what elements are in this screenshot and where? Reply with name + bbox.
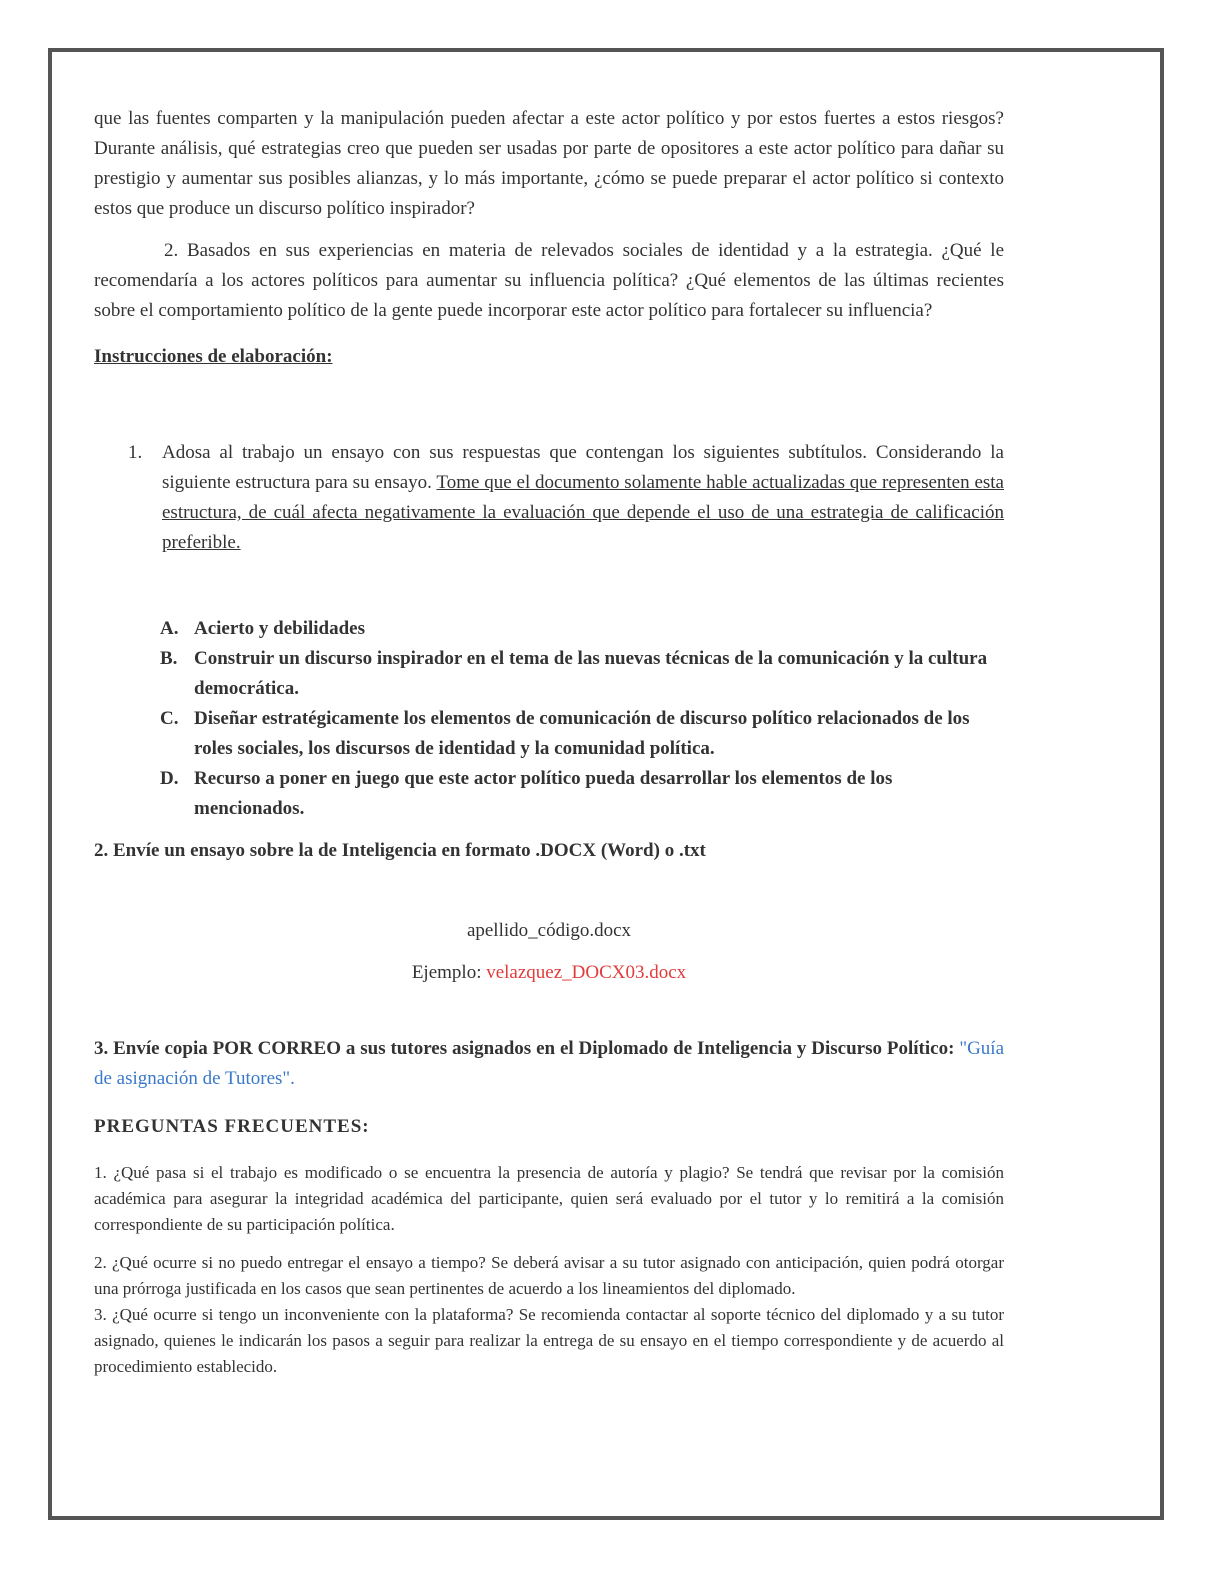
section-title: Instrucciones de elaboración: (94, 346, 333, 367)
filename-example (94, 958, 1004, 988)
faq-3: 3. ¿Qué ocurre si tengo un inconveniente con la plataforma? Se recomienda contactar al soporte técnico del diplomado y a su tutor asignado, quienes le indicarán los pasos a seguir para realizar la entrega de su ensayo en el tiempo correspondiente y de acuerdo al procedimiento establecido. (94, 1305, 1004, 1376)
list-item: C. Diseñar estratégicamente los elementos de comunicación de discurso político relacionados de los roles sociales, los discursos de identidad y la comunidad política. (160, 708, 970, 759)
item-1-text: Adosa al trabajo un ensayo con sus respuestas que contengan los siguientes subtítulos. Considerando la siguiente estructura para su ensayo. (162, 442, 1004, 493)
item-number: 1. (128, 442, 143, 463)
instruction-item-1 (128, 438, 1004, 558)
tutor-guide-link[interactable]: "Guía de asignación de Tutores". (94, 1038, 1005, 1089)
instruction-item-2: 2. Envíe un ensayo sobre la de Inteligencia en formato .DOCX (Word) o .txt (94, 840, 706, 861)
structure-list (160, 614, 1004, 824)
paragraph-2: 2. Basados en sus experiencias en materia de relevados sociales de identidad y a la estrategia. ¿Qué le recomendaría a los actores políticos para aumentar su influencia política? ¿Qué elementos de las últimas recientes sobre el comportamiento político de la gente puede incorporar este actor político para fortalecer su influencia? (94, 240, 1004, 321)
item-1-underlined-text: Tome que el documento solamente hable actualizadas que representen esta estructura, de cuál afecta negativamente la evaluación que depende el uso de una estrategia de calificación preferible. (162, 472, 1004, 553)
faq-2: 2. ¿Qué ocurre si no puedo entregar el ensayo a tiempo? Se deberá avisar a su tutor asignado con anticipación, quien podrá otorgar una prórroga justificada en los casos que sean pertinentes de acuerdo a los lineamientos del diplomado. (94, 1253, 1004, 1298)
paragraph-1: que las fuentes comparten y la manipulación pueden afectar a este actor político y por estos fuertes a estos riesgos? Durante análisis, qué estrategias creo que pueden ser usadas por parte de opositores a este actor político para dañar su prestigio y aumentar sus posibles alianzas, y lo más importante, ¿cómo se puede preparar el actor político si contexto estos que produce un discurso político inspirador? (94, 108, 1004, 219)
instruction-item-3: 3. Envíe copia POR CORREO a sus tutores asignados en el Diplomado de Inteligencia y Discurso Político: "Guía de asignación de Tutores". (94, 1038, 1005, 1089)
faq-1: 1. ¿Qué pasa si el trabajo es modificado o se encuentra la presencia de autoría y plagio? Se tendrá que revisar por la comisión académica para asegurar la integridad académica del participante, quien será evaluado por el tutor y lo remitirá a la comisión correspondiente de su participación política. (94, 1163, 1004, 1234)
example-label: Ejemplo: (411, 962, 482, 983)
filename-format: apellido_código.docx (466, 920, 632, 941)
list-item: D. Recurso a poner en juego que este actor político pueda desarrollar los elementos de los mencionados. (160, 768, 893, 819)
faq-title: PREGUNTAS FRECUENTES: (94, 1116, 370, 1137)
document-body (94, 104, 1004, 1392)
list-item: B. Construir un discurso inspirador en el tema de las nuevas técnicas de la comunicación y la cultura democrática. (160, 648, 988, 699)
list-item: A. Acierto y debilidades (160, 618, 365, 639)
example-filename: velazquez_DOCX03.docx (486, 962, 687, 983)
